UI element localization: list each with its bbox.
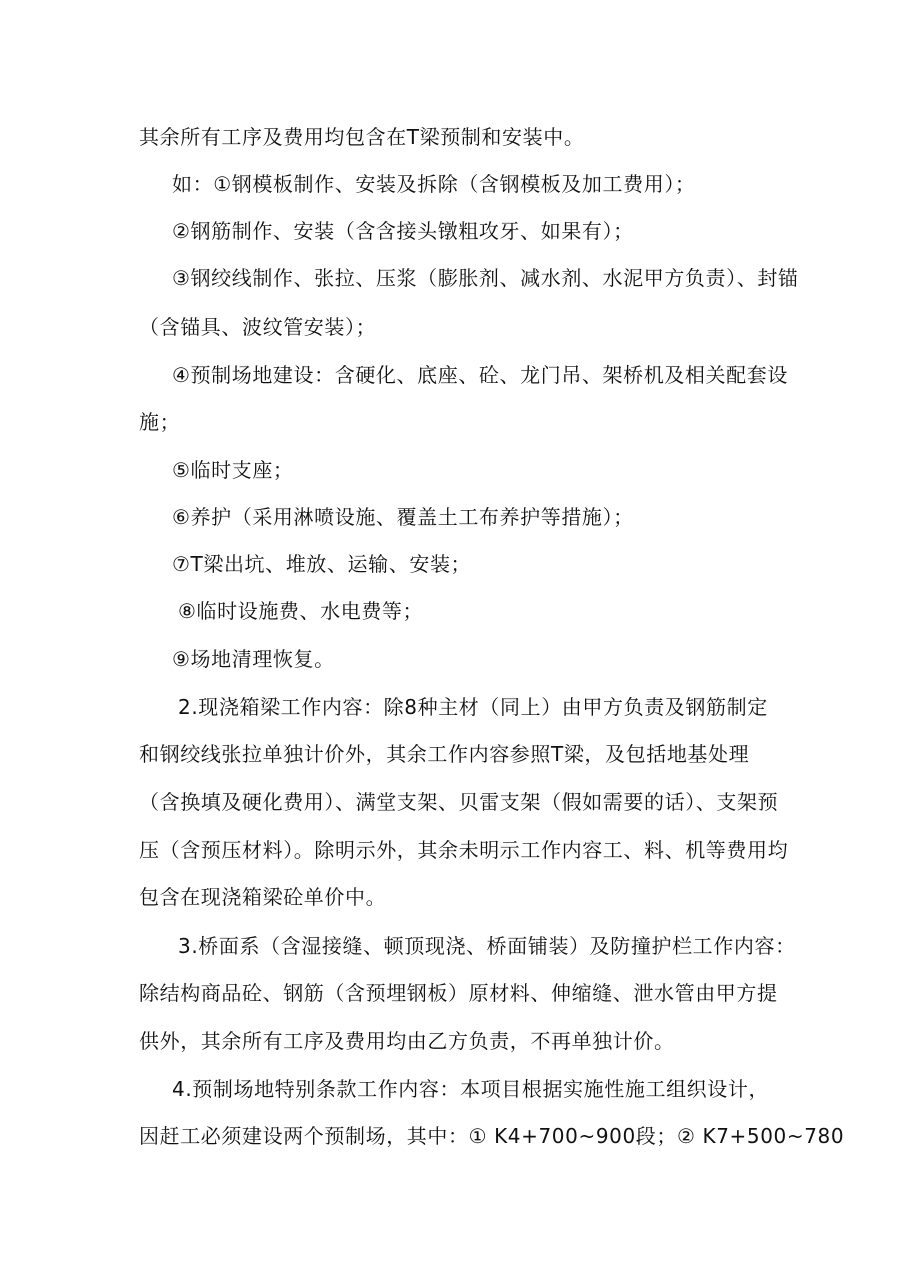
text-line: 3.桥面系（含湿接缝、顿顶现浇、桥面铺装）及防撞护栏工作内容： [178, 934, 796, 958]
text-line: 如：①钢模板制作、安装及拆除（含钢模板及加工费用）； [172, 172, 696, 196]
text-line: （含锚具、波纹管安装）； [139, 315, 377, 339]
text-line: ⑤临时支座； [172, 458, 294, 482]
text-line: ⑦T梁出坑、堆放、运输、安装； [172, 552, 472, 576]
text-line: ③钢绞线制作、张拉、压浆（膨胀剂、减水剂、水泥甲方负责）、封锚 [172, 266, 799, 290]
text-line: 因赶工必须建设两个预制场，其中：① K4+700~900段；② K7+500~780 [139, 1124, 845, 1148]
text-line: 施； [139, 410, 181, 434]
text-line: ⑥养护（采用淋喷设施、覆盖土工布养护等措施）； [172, 505, 634, 529]
text-line: 包含在现浇箱梁砼单价中。 [139, 885, 387, 909]
text-line: 除结构商品砼、钢筋（含预埋钢板）原材料、伸缩缝、泄水管由甲方提 [139, 981, 778, 1005]
text-line: ⑨场地清理恢复。 [172, 647, 335, 671]
text-line: ④预制场地建设：含硬化、底座、砼、龙门吊、架桥机及相关配套设 [172, 363, 788, 387]
text-line: ⑧临时设施费、水电费等； [178, 599, 424, 623]
text-line: 供外，其余所有工序及费用均由乙方负责，不再单独计价。 [139, 1029, 675, 1053]
text-line: 4.预制场地特别条款工作内容：本项目根据实施性施工组织设计， [172, 1077, 770, 1101]
text-line: ②钢筋制作、安装（含含接头镦粗攻牙、如果有）； [172, 219, 634, 243]
text-line: 2.现浇箱梁工作内容：除8种主材（同上）由甲方负责及钢筋制定 [178, 695, 768, 719]
text-line: 和钢绞线张拉单独计价外，其余工作内容参照T梁，及包括地基处理 [139, 742, 750, 766]
text-line: （含换填及硬化费用）、满堂支架、贝雷支架（假如需要的话）、支架预 [139, 790, 779, 814]
text-line: 压（含预压材料）。除明示外，其余未明示工作内容工、料、机等费用均 [139, 838, 789, 862]
text-line: 其余所有工序及费用均包含在T梁预制和安装中。 [139, 125, 585, 149]
